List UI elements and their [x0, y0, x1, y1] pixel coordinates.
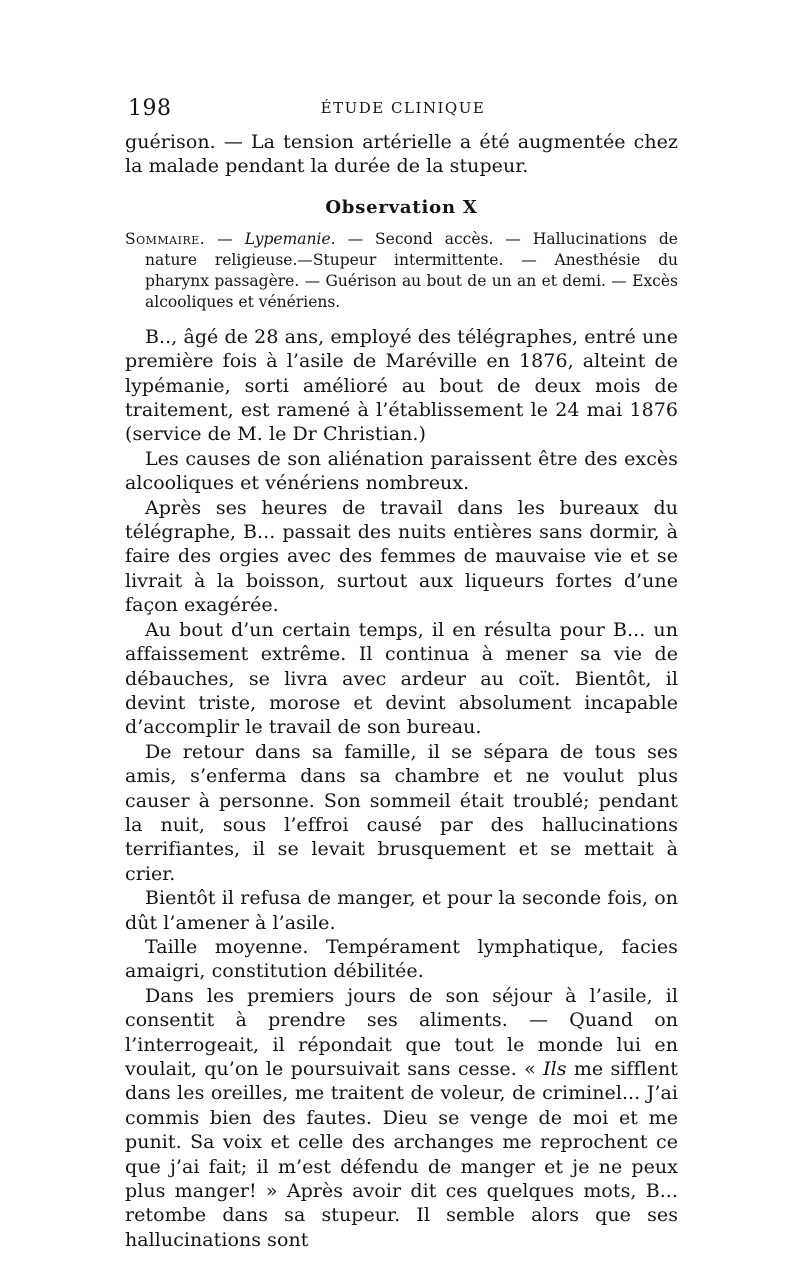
summary-diagnosis: Lypemanie. [244, 229, 336, 248]
summary-text: — Second accès. — Hallucinations de nature religieuse.—Stupeur intermittente. — Anesthésie du pharynx passagère. — Guérison au bout de un an et demi. — Excès alcooliques et vénériens. [145, 229, 678, 311]
paragraph-6: Bientôt il refusa de manger, et pour la seconde fois, on dût l’amener à l’asile. [125, 887, 678, 934]
page-header [128, 96, 678, 122]
paragraph-5: De retour dans sa famille, il se sépara de tous ses amis, s’enferma dans sa chambre et ne voulut plus causer à personne. Son sommeil était troublé; pendant la nuit, sous l’effroi causé par des hallucinations terrifiantes, il se levait brusquement et se mettait à crier. [125, 740, 678, 885]
running-head: ÉTUDE CLINIQUE [320, 99, 486, 117]
summary-label: Sommaire. [125, 229, 206, 248]
summary-dash: — [217, 229, 233, 248]
observation-title: Observation X [325, 196, 478, 218]
paragraph-8-part-c: me sifflent dans les oreilles, me traitent de voleur, de criminel... J’ai commis bien des fautes. Dieu se venge de moi et me punit. Sa voix et celle des archanges me reprochent ce que j’ai fait; il m’est défendu de manger et je ne peux plus manger! » Après avoir dit ces quelques mots, B... retombe dans sa stupeur. Il semble alors que ses hallucinations sont [125, 1058, 678, 1251]
observation-summary [125, 229, 678, 313]
page-number: 198 [128, 96, 172, 121]
body-text [125, 130, 678, 1252]
paragraph-8-part-a: Dans les premiers jours de son séjour à l’asile, il consentit à prendre ses aliments. — Quand on l’interrogeait, il répondait que tout le monde lui en voulait, qu’on le poursuivait sans cesse. « [125, 984, 678, 1080]
paragraph-8 [125, 984, 678, 1252]
paragraph-8-italic: Ils [543, 1058, 567, 1080]
paragraph-7: Taille moyenne. Tempérament lymphatique, facies amaigri, constitution débilitée. [125, 935, 678, 983]
paragraph-4: Au bout d’un certain temps, il en résulta pour B... un affaissement extrême. Il continua à mener sa vie de débauches, se livra avec ardeur au coït. Bientôt, il devint triste, morose et devint absolument incapable d’accomplir le travail de son bureau. [125, 618, 678, 739]
paragraph-1: B.., âgé de 28 ans, employé des télégraphes, entré une première fois à l’asile de Maréville en 1876, alteint de lypémanie, sorti amélioré au bout de deux mois de traitement, est ramené à l’établissement le 24 mai 1876 (service de M. le Dr Christian.) [125, 325, 678, 446]
opening-paragraph: guérison. — La tension artérielle a été augmentée chez la malade pendant la durée de la stupeur. [125, 131, 678, 178]
paragraph-2: Les causes de son aliénation paraissent être des excès alcooliques et vénériens nombreux. [125, 447, 678, 495]
paragraph-3: Après ses heures de travail dans les bureaux du télégraphe, B... passait des nuits entières sans dormir, à faire des orgies avec des femmes de mauvaise vie et se livrait à la boisson, surtout aux liqueurs fortes d’une façon exagérée. [125, 496, 678, 617]
